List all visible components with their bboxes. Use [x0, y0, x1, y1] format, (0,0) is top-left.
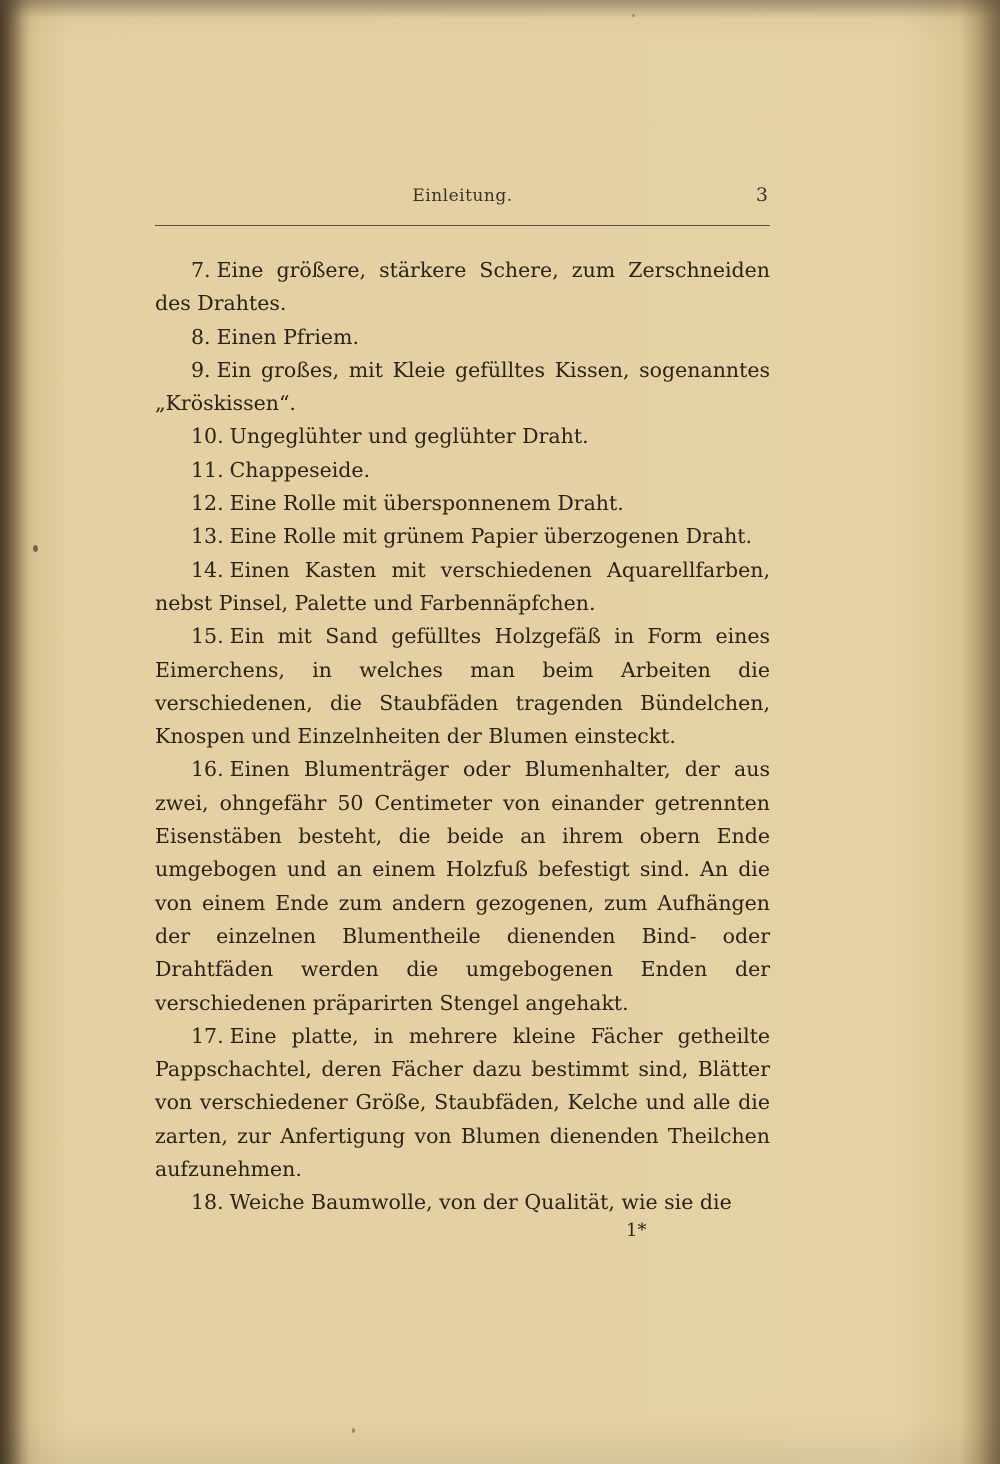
list-item: [155, 1186, 770, 1219]
paper-speck: [632, 14, 635, 17]
list-item: [155, 354, 770, 421]
item-text: Einen Kasten mit verschiedenen Aquarellfarben, nebst Pinsel, Palette und Farbennäpfchen.: [155, 557, 770, 615]
page-number: 3: [755, 184, 768, 206]
running-title: Einleitung.: [412, 186, 513, 206]
item-text: Eine größere, stärkere Schere, zum Zerschneiden des Drahtes.: [155, 258, 770, 316]
item-number: 8.: [191, 324, 211, 349]
signature-mark: 1*: [626, 1220, 647, 1241]
list-item: [155, 454, 770, 487]
item-number: 12.: [191, 491, 224, 516]
item-number: 16.: [191, 757, 224, 782]
item-text: Weiche Baumwolle, von der Qualität, wie sie die: [229, 1190, 732, 1215]
item-text: Einen Blumenträger oder Blumenhalter, der aus zwei, ohngefähr 50 Centimeter von einander getrennten Eisenstäben besteht, die beide an ihrem obern Ende umgebogen und an einem Holzfuß befestigt sind. An die von einem Ende zum andern gezogenen, zum Aufhängen der einzelnen Blumentheile dienenden Bind- oder Drahtfäden werden die umgebogenen Enden der verschiedenen präparirten Stengel angehakt.: [155, 757, 770, 1015]
item-number: 15.: [191, 624, 224, 649]
item-number: 18.: [191, 1190, 224, 1215]
item-number: 11.: [191, 457, 224, 482]
list-item: [155, 620, 770, 753]
running-header: [155, 182, 770, 212]
item-text: Ungeglühter und geglühter Draht.: [229, 424, 589, 449]
list-item: [155, 753, 770, 1019]
item-text: Ein großes, mit Kleie gefülltes Kissen, sogenanntes „Kröskissen“.: [155, 357, 770, 416]
list-item: [155, 487, 770, 520]
paper-speck: [352, 1428, 355, 1433]
spine-shadow: [0, 0, 30, 1464]
top-edge-shadow: [0, 0, 1000, 18]
item-text: Eine Rolle mit übersponnenem Draht.: [229, 491, 624, 516]
item-text: Chappeseide.: [229, 457, 371, 482]
item-number: 9.: [191, 357, 211, 382]
page-body: [155, 254, 770, 1220]
item-text: Eine platte, in mehrere kleine Fächer getheilte Pappschachtel, deren Fächer dazu bestimmt sind, Blätter von verschiedener Größe, Staubfäden, Kelche und alle die zarten, zur Anfertigung von Blumen dienenden Theilchen aufzunehmen.: [155, 1023, 770, 1182]
list-item: [155, 1020, 770, 1186]
item-text: Einen Pfriem.: [216, 324, 359, 349]
item-text: Ein mit Sand gefülltes Holzgefäß in Form eines Eimerchens, in welches man beim Arbeiten die verschiedenen, die Staubfäden tragenden Bündelchen, Knospen und Einzelnheiten der Blumen einsteckt.: [155, 624, 770, 749]
list-item: [155, 254, 770, 321]
item-number: 13.: [191, 524, 224, 549]
item-number: 17.: [191, 1023, 224, 1048]
list-item: [155, 321, 770, 354]
right-edge-shadow: [978, 0, 1000, 1464]
list-item: [155, 520, 770, 553]
item-number: 7.: [191, 258, 211, 282]
header-rule: [155, 225, 770, 226]
item-number: 10.: [191, 424, 224, 449]
paper-speck: [33, 545, 38, 552]
item-text: Eine Rolle mit grünem Papier überzogenen Draht.: [229, 524, 753, 549]
item-number: 14.: [191, 557, 224, 582]
list-item: [155, 554, 770, 621]
list-item: [155, 420, 770, 453]
